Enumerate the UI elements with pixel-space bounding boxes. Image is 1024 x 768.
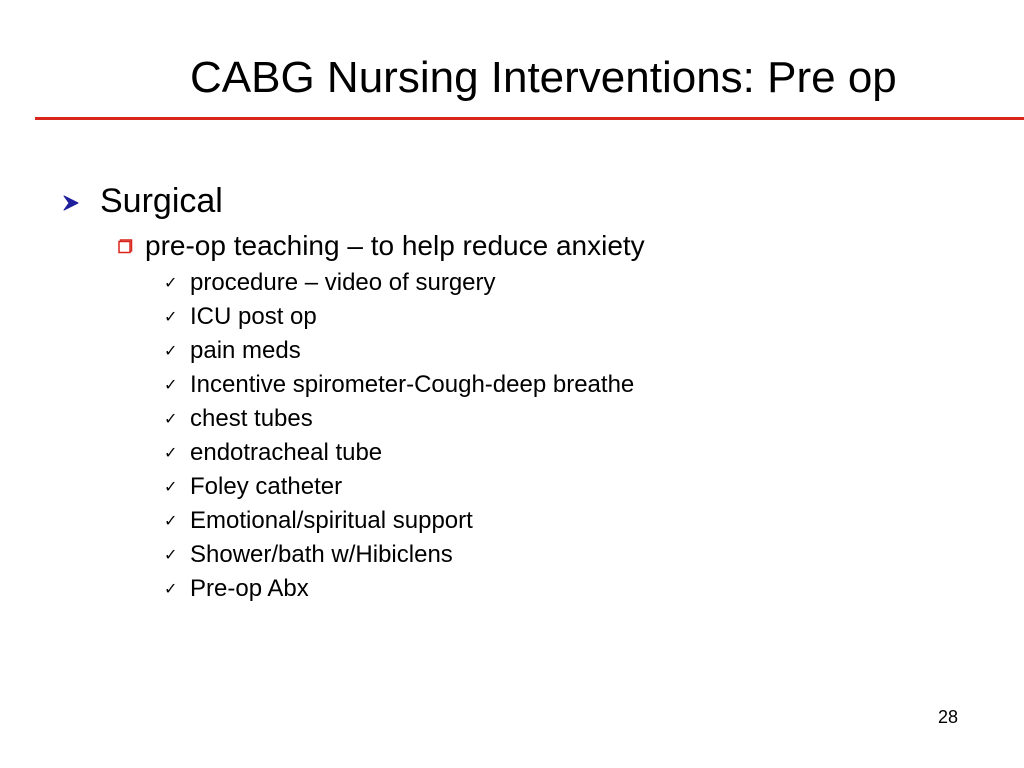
- bullet-level2-text: pre-op teaching – to help reduce anxiety: [145, 230, 645, 261]
- checkmark-icon: ✓: [164, 477, 178, 496]
- checkmark-icon: ✓: [164, 341, 178, 360]
- arrowhead-bullet-icon: [62, 194, 80, 212]
- checklist-item-text: ICU post op: [190, 303, 317, 330]
- checklist-item-text: Incentive spirometer-Cough-deep breathe: [190, 371, 635, 398]
- checklist-item-text: Emotional/spiritual support: [190, 507, 473, 534]
- checkmark-icon: ✓: [164, 443, 178, 462]
- checkmark-icon: ✓: [164, 409, 178, 428]
- checklist-item-text: endotracheal tube: [190, 439, 383, 466]
- checklist-item-text: chest tubes: [190, 405, 313, 432]
- bullet-level1-text: Surgical: [100, 182, 223, 220]
- checkmark-icon: ✓: [164, 545, 178, 564]
- square-bullet-icon: [118, 239, 133, 254]
- slide-title: CABG Nursing Interventions: Pre op: [190, 53, 897, 102]
- checklist-item-text: Shower/bath w/Hibiclens: [190, 541, 453, 568]
- checklist-item-text: Pre-op Abx: [190, 575, 309, 602]
- checklist-item-text: Foley catheter: [190, 473, 343, 500]
- checklist-item-text: pain meds: [190, 337, 301, 364]
- checkmark-icon: ✓: [164, 273, 178, 292]
- checkmark-icon: ✓: [164, 307, 178, 326]
- page-number: 28: [938, 707, 959, 727]
- checklist-item-text: procedure – video of surgery: [190, 269, 496, 296]
- checkmark-icon: ✓: [164, 579, 178, 598]
- checkmark-icon: ✓: [164, 511, 178, 530]
- checkmark-icon: ✓: [164, 375, 178, 394]
